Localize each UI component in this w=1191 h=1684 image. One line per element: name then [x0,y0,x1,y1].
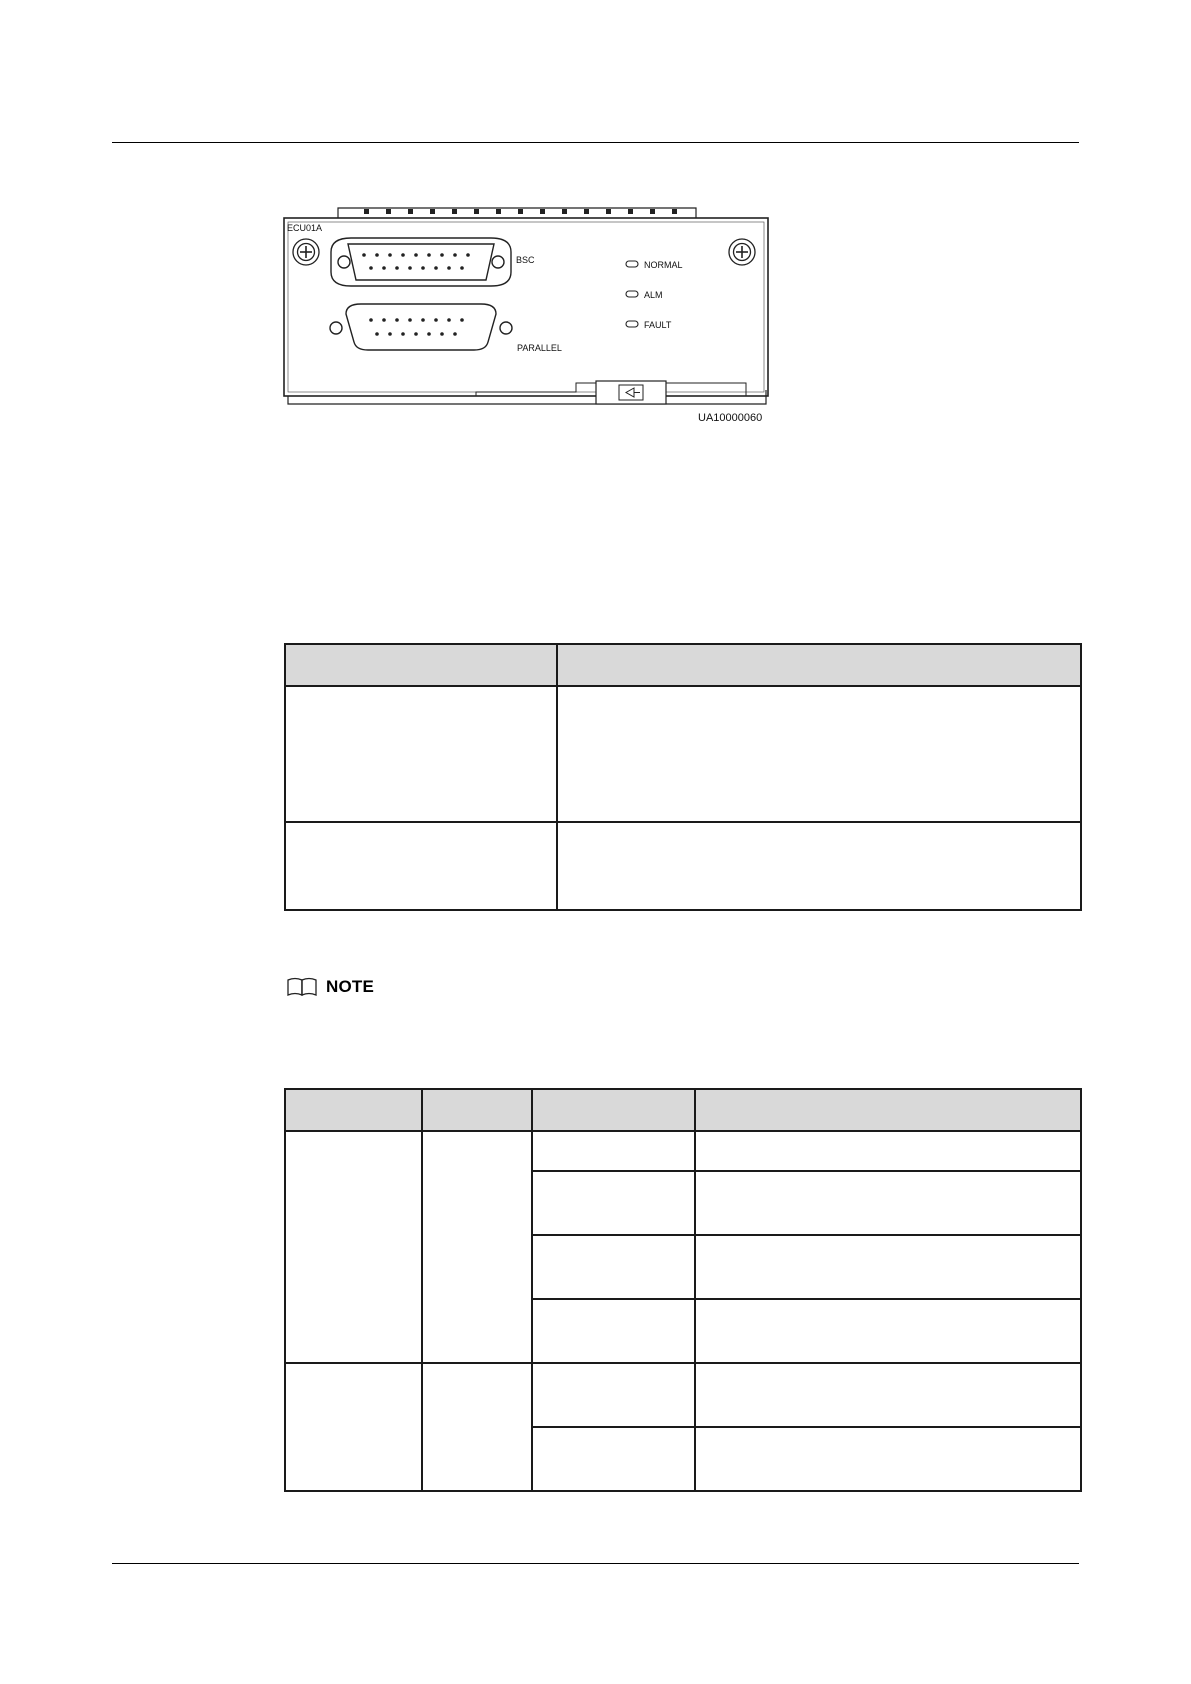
table-cell [532,1131,695,1171]
table-header-cell [285,644,557,686]
book-icon [286,977,320,997]
table-cell [695,1427,1081,1491]
table-header-cell [422,1089,532,1131]
module-label: ECU01A [287,223,323,233]
table-cell [285,686,557,822]
indicator-table [284,1088,1082,1492]
table-cell [285,1363,422,1491]
table-cell [695,1131,1081,1171]
note-label: NOTE [326,977,375,996]
table-cell [532,1363,695,1427]
table-cell [422,1131,532,1363]
module-figure [276,200,796,435]
table-header-row [285,1089,1081,1131]
table-cell [285,822,557,910]
table-cell [695,1363,1081,1427]
table-cell [557,686,1081,822]
table-row [285,1131,1081,1171]
table-cell [532,1427,695,1491]
table-row [285,1363,1081,1427]
table-cell [695,1235,1081,1299]
note-callout [286,977,374,997]
port-description-table [284,643,1082,911]
table-cell [532,1299,695,1363]
footer-rule [112,1563,1079,1564]
header-rule [112,142,1079,143]
table-header-cell [285,1089,422,1131]
bsc-port-label: BSC [516,255,535,265]
table-row [285,686,1081,822]
table-header-cell [695,1089,1081,1131]
table-header-cell [557,644,1081,686]
table-header-row [285,644,1081,686]
led-fault-label: FAULT [644,320,672,330]
table-cell [285,1131,422,1363]
parallel-port-label: PARALLEL [517,343,562,353]
table-row [285,822,1081,910]
table-cell [695,1299,1081,1363]
table-cell [557,822,1081,910]
led-alm-label: ALM [644,290,663,300]
table-cell [695,1171,1081,1235]
led-normal-label: NORMAL [644,260,683,270]
figure-code: UA10000060 [698,412,763,424]
table-cell [422,1363,532,1491]
table-cell [532,1235,695,1299]
table-cell [532,1171,695,1235]
table-header-cell [532,1089,695,1131]
